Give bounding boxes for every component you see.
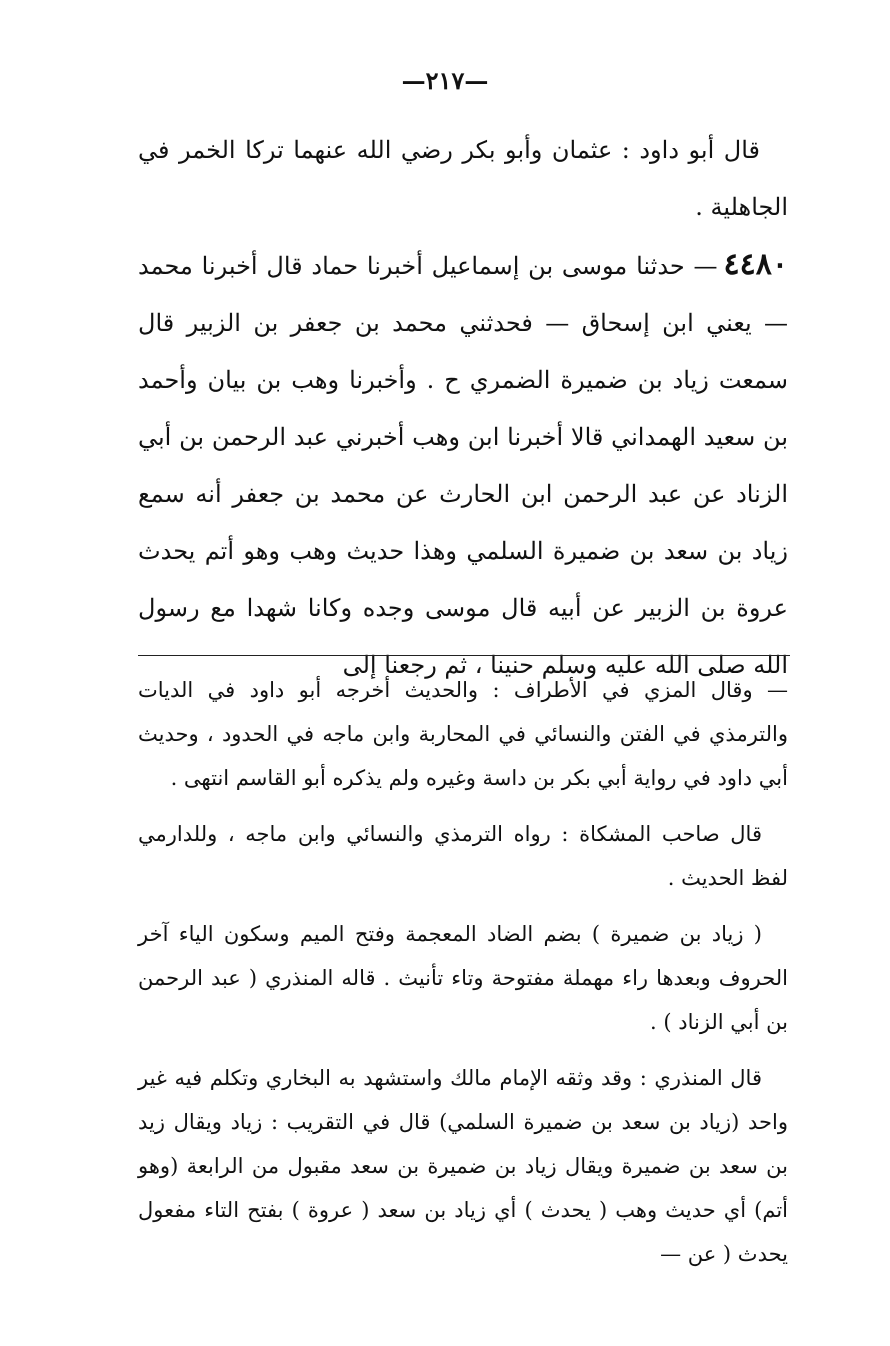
commentary-paragraph: قال صاحب المشكاة : رواه الترمذي والنسائي وابن ماجه ، وللدارمي لفظ الحديث . (138, 822, 788, 890)
commentary-paragraph: ( زياد بن ضميرة ) بضم الضاد المعجمة وفتح الميم وسكون الياء آخر الحروف وبعدها راء مهملة مفتوحة وتاء تأنيث . قاله المنذري ( عبد الرحمن بن أبي الزناد ) . (138, 922, 788, 1034)
page-number: —٢١٧— (401, 66, 489, 95)
commentary-paragraph: قال المنذري : وقد وثقه الإمام مالك واستشهد به البخاري وتكلم فيه غير واحد (زياد بن سعد بن ضميرة السلمي) قال في التقريب : زياد ويقال زيد بن سعد بن ضميرة ويقال زياد بن ضميرة بن سعد مقبول من الرابعة (وهو أتم) أي حديث وهب ( يحدث ) أي زياد بن سعد ( عروة ) بفتح التاء مفعول يحدث ( عن — (138, 1066, 788, 1266)
hadith-paragraph (138, 236, 788, 694)
hadith-text: — حدثنا موسى بن إسماعيل أخبرنا حماد قال أخبرنا محمد — يعني ابن إسحاق — فحدثني محمد بن جعفر بن الزبير قال سمعت زياد بن ضميرة الضمري ح . وأخبرنا وهب بن بيان وأحمد بن سعيد الهمداني قالا أخبرنا ابن وهب أخبرني عبد الرحمن بن أبي الزناد عن عبد الرحمن ابن الحارث عن محمد بن جعفر أنه سمع زياد بن سعد بن ضميرة السلمي وهذا حديث وهب وهو أتم يحدث عروة بن الزبير عن أبيه قال موسى وجده وكانا شهدا مع رسول الله صلى الله عليه وسلم حنينا ، ثم رجعنا إلى (138, 252, 788, 679)
commentary-paragraph: — وقال المزي في الأطراف : والحديث أخرجه أبو داود في الديات والترمذي في الفتن والنسائي في المحاربة وابن ماجه في الحدود ، وحديث أبي داود في رواية أبي بكر بن داسة وغيره ولم يذكره أبو القاسم انتهى . (138, 678, 788, 790)
hadith-number: ٤٤٨٠ (723, 247, 788, 282)
main-text (138, 122, 788, 694)
footnote-divider (138, 655, 790, 656)
main-paragraph: قال أبو داود : عثمان وأبو بكر رضي الله عنهما تركا الخمر في الجاهلية . (138, 136, 788, 221)
commentary (138, 668, 788, 1288)
